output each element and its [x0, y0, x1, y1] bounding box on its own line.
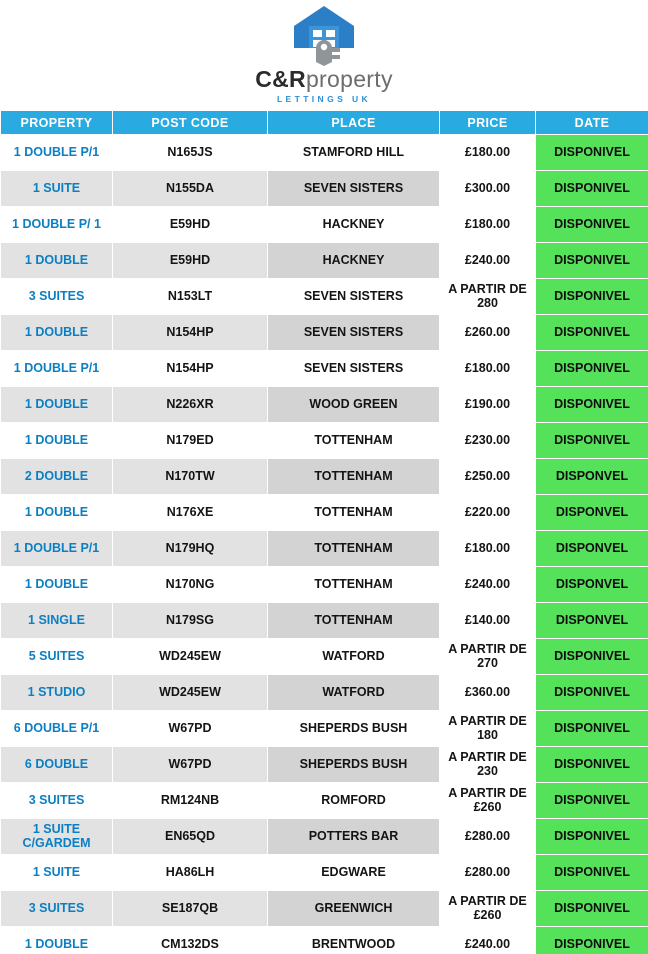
cell-property: 1 DOUBLE P/1	[1, 531, 113, 567]
table-row	[1, 567, 648, 603]
cell-date: DISPONIVEL	[536, 639, 648, 675]
cell-post-code: N170TW	[113, 459, 268, 495]
cell-date: DISPONIVEL	[536, 675, 648, 711]
cell-place: HACKNEY	[268, 243, 440, 279]
cell-price: £220.00	[440, 495, 536, 531]
cell-post-code: N176XE	[113, 495, 268, 531]
cell-price: A PARTIR DE 270	[440, 639, 536, 675]
property-listing-table	[0, 110, 648, 954]
cell-post-code: HA86LH	[113, 855, 268, 891]
cell-price: £240.00	[440, 243, 536, 279]
brand-name	[255, 66, 393, 93]
cell-property: 1 DOUBLE	[1, 243, 113, 279]
cell-post-code: E59HD	[113, 207, 268, 243]
cell-post-code: N154HP	[113, 315, 268, 351]
cell-place: TOTTENHAM	[268, 531, 440, 567]
cell-date: DISPONVEL	[536, 495, 648, 531]
cell-property: 1 DOUBLE P/1	[1, 135, 113, 171]
cell-place: TOTTENHAM	[268, 567, 440, 603]
cell-post-code: SE187QB	[113, 891, 268, 927]
cell-property: 1 SUITE C/GARDEM	[1, 819, 113, 855]
cell-date: DISPONIVEL	[536, 171, 648, 207]
column-header-property: PROPERTY	[1, 111, 113, 135]
cell-place: TOTTENHAM	[268, 459, 440, 495]
cell-place: TOTTENHAM	[268, 603, 440, 639]
cell-date: DISPONIVEL	[536, 315, 648, 351]
table-header-row	[1, 111, 648, 135]
cell-date: DISPONIVEL	[536, 387, 648, 423]
cell-price: A PARTIR DE 180	[440, 711, 536, 747]
column-header-post-code: POST CODE	[113, 111, 268, 135]
cell-property: 6 DOUBLE P/1	[1, 711, 113, 747]
brand-tagline: LETTINGS UK	[276, 94, 372, 104]
cell-price: £190.00	[440, 387, 536, 423]
table-row	[1, 819, 648, 855]
brand-light: property	[305, 66, 393, 92]
cell-property: 1 DOUBLE	[1, 927, 113, 954]
cell-date: DISPONVEL	[536, 459, 648, 495]
cell-property: 1 DOUBLE	[1, 567, 113, 603]
table-row	[1, 675, 648, 711]
cell-price: £250.00	[440, 459, 536, 495]
cell-place: SEVEN SISTERS	[268, 279, 440, 315]
cell-date: DISPONVEL	[536, 531, 648, 567]
table-row	[1, 171, 648, 207]
cell-post-code: N179SG	[113, 603, 268, 639]
column-header-place: PLACE	[268, 111, 440, 135]
table-row	[1, 351, 648, 387]
cell-property: 3 SUITES	[1, 783, 113, 819]
cell-price: £280.00	[440, 819, 536, 855]
cell-price: £180.00	[440, 531, 536, 567]
table-row	[1, 891, 648, 927]
cell-date: DISPONIVEL	[536, 891, 648, 927]
column-header-date: DATE	[536, 111, 648, 135]
cell-date: DISPONIVEL	[536, 243, 648, 279]
cell-date: DISPONIVEL	[536, 351, 648, 387]
cell-price: A PARTIR DE 230	[440, 747, 536, 783]
table-body	[1, 135, 648, 954]
cell-post-code: N226XR	[113, 387, 268, 423]
cell-post-code: N179HQ	[113, 531, 268, 567]
cell-date: DISPONIVEL	[536, 855, 648, 891]
cell-property: 1 DOUBLE	[1, 423, 113, 459]
cell-property: 1 SUITE	[1, 855, 113, 891]
cell-date: DISPONIVEL	[536, 135, 648, 171]
table-row	[1, 855, 648, 891]
cell-price: £300.00	[440, 171, 536, 207]
cell-date: DISPONIVEL	[536, 819, 648, 855]
cell-place: WATFORD	[268, 639, 440, 675]
house-key-icon	[276, 4, 372, 64]
table-row	[1, 387, 648, 423]
cell-place: TOTTENHAM	[268, 423, 440, 459]
cell-price: £140.00	[440, 603, 536, 639]
cell-date: DISPONIVEL	[536, 711, 648, 747]
table-row	[1, 495, 648, 531]
cell-price: £240.00	[440, 567, 536, 603]
cell-place: WATFORD	[268, 675, 440, 711]
cell-property: 1 SINGLE	[1, 603, 113, 639]
cell-place: HACKNEY	[268, 207, 440, 243]
cell-post-code: N165JS	[113, 135, 268, 171]
cell-price: A PARTIR DE £260	[440, 783, 536, 819]
cell-place: TOTTENHAM	[268, 495, 440, 531]
cell-date: DISPONIVEL	[536, 927, 648, 954]
cell-post-code: WD245EW	[113, 675, 268, 711]
cell-price: A PARTIR DE 280	[440, 279, 536, 315]
table-row	[1, 531, 648, 567]
cell-post-code: N155DA	[113, 171, 268, 207]
cell-place: EDGWARE	[268, 855, 440, 891]
cell-date: DISPONVEL	[536, 603, 648, 639]
table-row	[1, 459, 648, 495]
cell-property: 1 DOUBLE	[1, 387, 113, 423]
cell-post-code: N179ED	[113, 423, 268, 459]
table-row	[1, 711, 648, 747]
table-row	[1, 927, 648, 954]
cell-post-code: W67PD	[113, 711, 268, 747]
cell-property: 1 DOUBLE	[1, 495, 113, 531]
table-row	[1, 135, 648, 171]
cell-property: 1 STUDIO	[1, 675, 113, 711]
cell-property: 5 SUITES	[1, 639, 113, 675]
table-row	[1, 639, 648, 675]
table-row	[1, 423, 648, 459]
cell-place: SHEPERDS BUSH	[268, 711, 440, 747]
cell-place: BRENTWOOD	[268, 927, 440, 954]
cell-post-code: N153LT	[113, 279, 268, 315]
cell-place: SEVEN SISTERS	[268, 171, 440, 207]
cell-post-code: CM132DS	[113, 927, 268, 954]
column-header-price: PRICE	[440, 111, 536, 135]
cell-post-code: RM124NB	[113, 783, 268, 819]
cell-property: 1 DOUBLE	[1, 315, 113, 351]
cell-date: DISPONIVEL	[536, 207, 648, 243]
cell-date: DISPONIVEL	[536, 747, 648, 783]
cell-post-code: N170NG	[113, 567, 268, 603]
cell-price: £180.00	[440, 351, 536, 387]
table-row	[1, 243, 648, 279]
cell-property: 3 SUITES	[1, 891, 113, 927]
cell-price: £180.00	[440, 207, 536, 243]
table-row	[1, 603, 648, 639]
cell-post-code: E59HD	[113, 243, 268, 279]
table-row	[1, 747, 648, 783]
cell-date: DISPONVEL	[536, 567, 648, 603]
cell-property: 1 DOUBLE P/ 1	[1, 207, 113, 243]
cell-price: A PARTIR DE £260	[440, 891, 536, 927]
cell-post-code: N154HP	[113, 351, 268, 387]
cell-price: £280.00	[440, 855, 536, 891]
cell-date: DISPONIVEL	[536, 279, 648, 315]
cell-property: 1 SUITE	[1, 171, 113, 207]
cell-place: WOOD GREEN	[268, 387, 440, 423]
cell-post-code: WD245EW	[113, 639, 268, 675]
cell-price: £240.00	[440, 927, 536, 954]
cell-price: £230.00	[440, 423, 536, 459]
cell-date: DISPONIVEL	[536, 423, 648, 459]
table-row	[1, 783, 648, 819]
cell-place: SHEPERDS BUSH	[268, 747, 440, 783]
cell-property: 3 SUITES	[1, 279, 113, 315]
cell-place: ROMFORD	[268, 783, 440, 819]
cell-property: 1 DOUBLE P/1	[1, 351, 113, 387]
cell-property: 6 DOUBLE	[1, 747, 113, 783]
cell-place: STAMFORD HILL	[268, 135, 440, 171]
cell-place: GREENWICH	[268, 891, 440, 927]
cell-price: £360.00	[440, 675, 536, 711]
cell-property: 2 DOUBLE	[1, 459, 113, 495]
brand-logo	[0, 0, 648, 110]
cell-price: £180.00	[440, 135, 536, 171]
cell-post-code: EN65QD	[113, 819, 268, 855]
table-row	[1, 279, 648, 315]
cell-post-code: W67PD	[113, 747, 268, 783]
cell-place: SEVEN SISTERS	[268, 315, 440, 351]
brand-main: C&R	[255, 66, 306, 92]
table-row	[1, 207, 648, 243]
cell-price: £260.00	[440, 315, 536, 351]
cell-place: SEVEN SISTERS	[268, 351, 440, 387]
cell-date: DISPONIVEL	[536, 783, 648, 819]
table-row	[1, 315, 648, 351]
cell-place: POTTERS BAR	[268, 819, 440, 855]
